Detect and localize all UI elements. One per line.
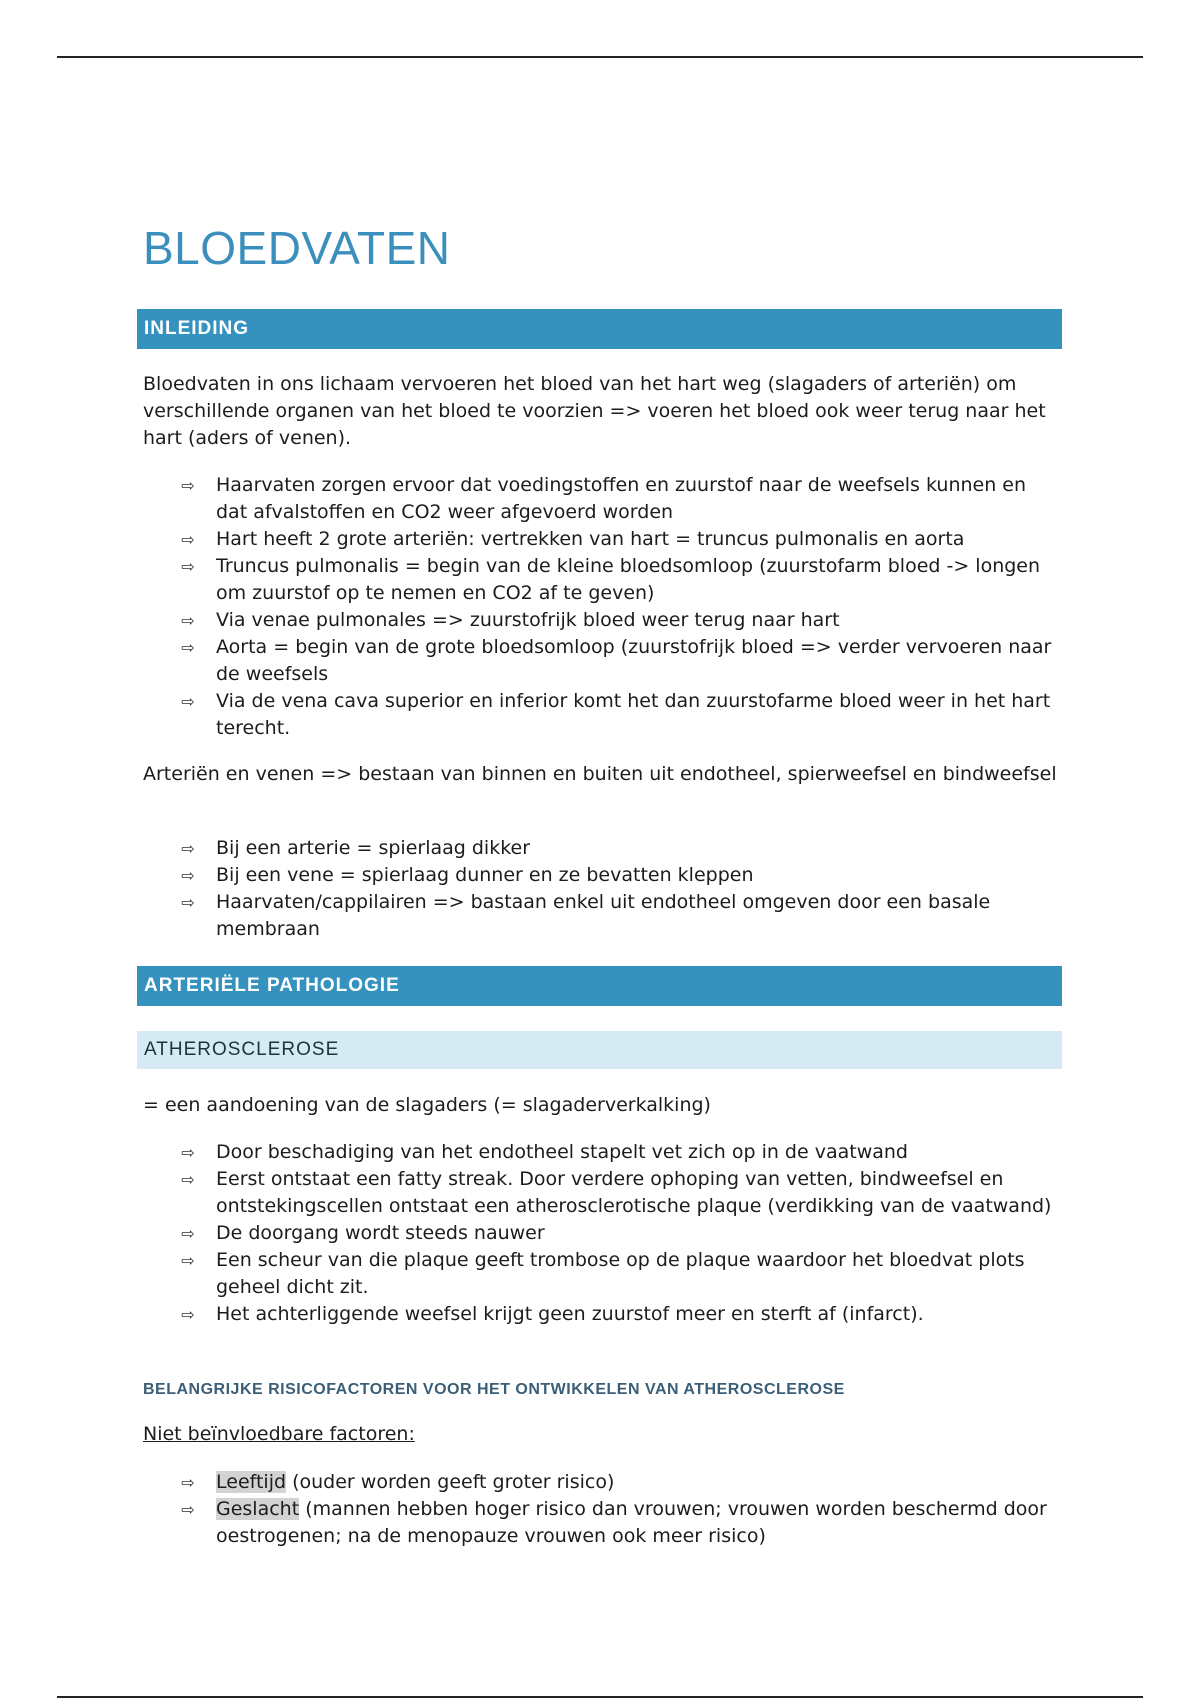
highlighted-term: Leeftijd — [216, 1471, 287, 1493]
list-item: ⇨ Hart heeft 2 grote arteriën: vertrekken van hart = truncus pulmonalis en aorta — [178, 526, 1063, 553]
list-item: ⇨ Bij een arterie = spierlaag dikker — [178, 835, 1063, 862]
list-item: ⇨ De doorgang wordt steeds nauwer — [178, 1220, 1063, 1247]
vessels-paragraph: Arteriën en venen => bestaan van binnen en buiten uit endotheel, spierweefsel en bindweefsel — [143, 763, 1057, 785]
arrow-right-icon: ⇨ — [181, 476, 195, 495]
highlighted-term: Geslacht — [216, 1498, 300, 1520]
list-item: ⇨ Haarvaten zorgen ervoor dat voedingstoffen en zuurstof naar de weefsels kunnen en dat afvalstoffen en CO2 weer afgevoerd worden — [178, 472, 1063, 526]
footer-rule — [57, 1696, 1143, 1698]
arrow-right-icon: ⇨ — [181, 1170, 195, 1189]
list-item: ⇨ Het achterliggende weefsel krijgt geen zuurstof meer en sterft af (infarct). — [178, 1301, 1063, 1328]
list-item: ⇨ Door beschadiging van het endotheel stapelt vet zich op in de vaatwand — [178, 1139, 1063, 1166]
arrow-right-icon: ⇨ — [181, 1251, 195, 1270]
arrow-right-icon: ⇨ — [181, 611, 195, 630]
list-item: ⇨ Geslacht (mannen hebben hoger risico dan vrouwen; vrouwen worden beschermd door oestrogenen; na de menopauze vrouwen ook meer risico) — [178, 1496, 1063, 1550]
list-item: ⇨ Truncus pulmonalis = begin van de kleine bloedsomloop (zuurstofarm bloed -> longen om zuurstof op te nemen en CO2 af te geven) — [178, 553, 1063, 607]
arrow-right-icon: ⇨ — [181, 1143, 195, 1162]
vessels-list — [178, 835, 1063, 943]
subsection-heading-atherosclerose: ATHEROSCLEROSE — [137, 1031, 1062, 1069]
arrow-right-icon: ⇨ — [181, 866, 195, 885]
arrow-right-icon: ⇨ — [181, 1224, 195, 1243]
header-rule — [57, 56, 1143, 58]
non-modifiable-factors-list — [178, 1469, 1063, 1550]
intro-paragraph: Bloedvaten in ons lichaam vervoeren het bloed van het hart weg (slagaders of arteriën) om verschillende organen van het bloed te voorzien => voeren het bloed ook weer terug naar het hart (aders of venen). — [143, 373, 1046, 449]
list-item: ⇨ Een scheur van die plaque geeft trombose op de plaque waardoor het bloedvat plots geheel dicht zit. — [178, 1247, 1063, 1301]
list-item: ⇨ Via de vena cava superior en inferior komt het dan zuurstofarme bloed weer in het hart terecht. — [178, 688, 1063, 742]
arrow-right-icon: ⇨ — [181, 692, 195, 711]
arrow-right-icon: ⇨ — [181, 839, 195, 858]
list-item: ⇨ Leeftijd (ouder worden geeft groter risico) — [178, 1469, 1063, 1496]
list-item: ⇨ Haarvaten/cappilairen => bastaan enkel uit endotheel omgeven door een basale membraan — [178, 889, 1063, 943]
section-heading-inleiding: INLEIDING — [137, 309, 1062, 349]
non-modifiable-factors-label: Niet beïnvloedbare factoren: — [143, 1423, 415, 1445]
arrow-right-icon: ⇨ — [181, 1473, 195, 1492]
list-item: ⇨ Eerst ontstaat een fatty streak. Door verdere ophoping van vetten, bindweefsel en ontstekingscellen ontstaat een atherosclerotische plaque (verdikking van de vaatwand) — [178, 1166, 1063, 1220]
atherosclerose-definition: = een aandoening van de slagaders (= slagaderverkalking) — [143, 1094, 711, 1116]
arrow-right-icon: ⇨ — [181, 1305, 195, 1324]
intro-list — [178, 472, 1063, 742]
section-heading-arteriele-pathologie: ARTERIËLE PATHOLOGIE — [137, 966, 1062, 1006]
arrow-right-icon: ⇨ — [181, 1500, 195, 1519]
arrow-right-icon: ⇨ — [181, 638, 195, 657]
list-item: ⇨ Aorta = begin van de grote bloedsomloop (zuurstofrijk bloed => verder vervoeren naar de weefsels — [178, 634, 1063, 688]
arrow-right-icon: ⇨ — [181, 557, 195, 576]
arrow-right-icon: ⇨ — [181, 530, 195, 549]
list-item: ⇨ Via venae pulmonales => zuurstofrijk bloed weer terug naar hart — [178, 607, 1063, 634]
list-item: ⇨ Bij een vene = spierlaag dunner en ze bevatten kleppen — [178, 862, 1063, 889]
page-title: BLOEDVATEN — [143, 222, 451, 274]
atherosclerose-list — [178, 1139, 1063, 1328]
arrow-right-icon: ⇨ — [181, 893, 195, 912]
risk-factors-heading: BELANGRIJKE RISICOFACTOREN VOOR HET ONTWIKKELEN VAN ATHEROSCLEROSE — [143, 1381, 845, 1398]
